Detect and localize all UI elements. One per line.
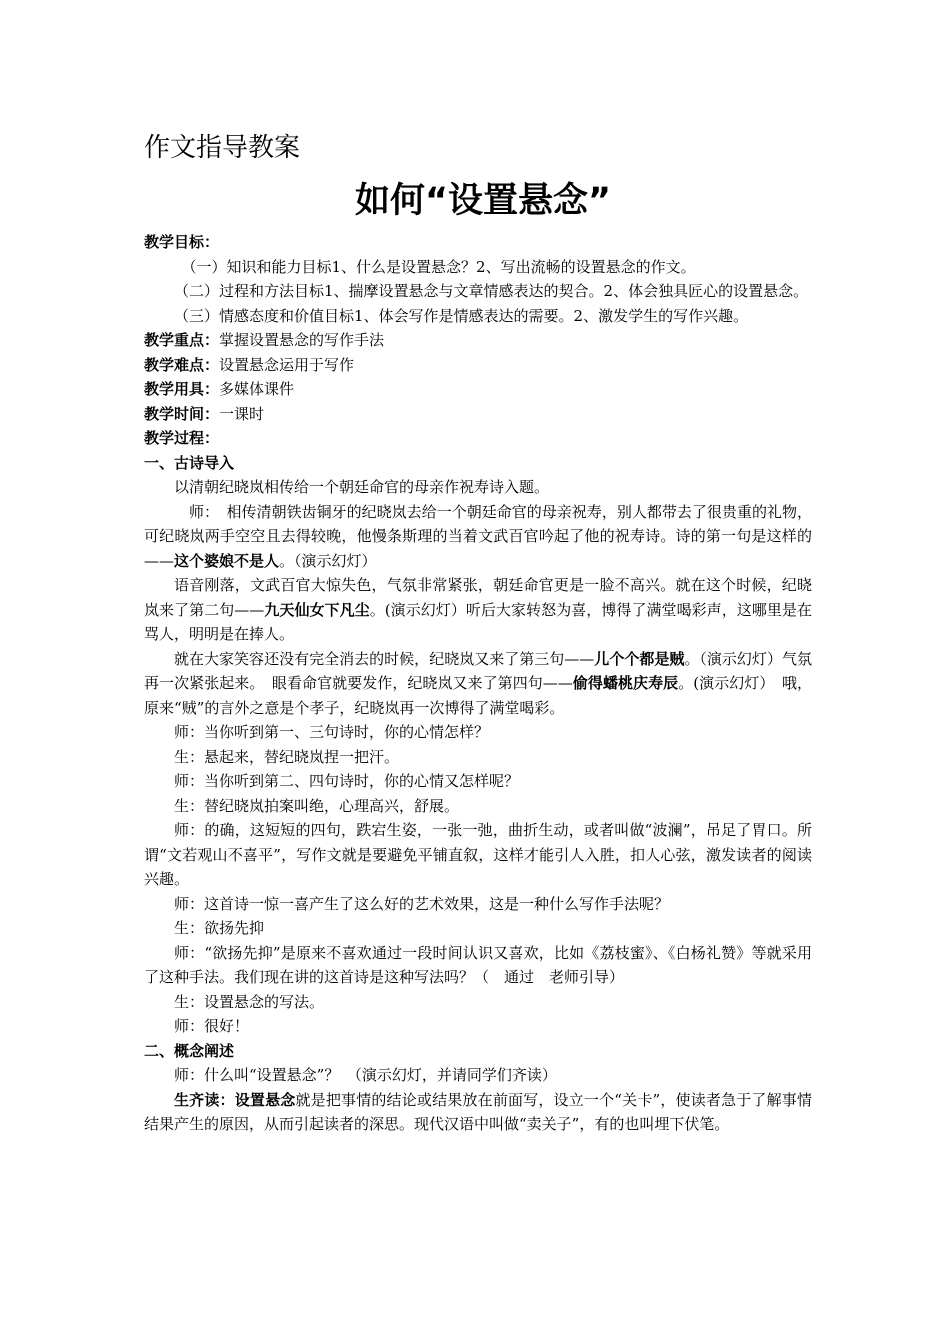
dialogue-line: 师：“欲扬先抑”是原来不喜欢通过一段时间认识又喜欢，比如《荔枝蜜》、《白杨礼赞》等就采用了这种手法。我们现在讲的这首诗是这种写法吗？（ 通过 老师引导） [144,943,812,986]
time-row [144,402,812,427]
dialogue-line: 生：悬起来，替纪晓岚捏一把汗。 [174,747,400,766]
story-2-a: 语音刚落，文武百官大惊失色，气氛非常紧张，朝廷命官更是一脸不高兴。就在这个时候，纪晓岚来了第二句—— [144,576,812,619]
time-value: 一课时 [219,404,265,423]
process-label: 教学过程： [144,429,220,447]
tools-row [144,377,812,402]
section1-story-2 [144,573,812,647]
story-3-a: 就在大家笑容还没有完全消去的时候，纪晓岚又来了第三句—— [174,649,595,668]
story-3-b: 。（演示幻灯）气氛再一次紧张起来。 眼看命官就要发作，纪晓岚又来了第四句—— [144,649,812,692]
section1-heading: 一、古诗导入 [144,453,235,472]
poem-line-3: 儿个个都是贼 [594,649,685,668]
story-1-end: 。（演示幻灯） [279,551,377,570]
time-label: 教学时间： [144,404,220,423]
difficulty-value: 设置悬念运用于写作 [219,355,355,374]
dialogue-line: 师：当你听到第一、三句诗时，你的心情怎样？ [174,723,490,741]
tools-label: 教学用具： [144,380,220,398]
poem-line-2: 九天仙女下凡尘 [264,600,370,619]
section1-intro: 以清朝纪晓岚相传给一个朝廷命官的母亲作祝寿诗入题。 [174,478,550,496]
goal-2: （二）过程和方法目标1、揣摩设置悬念与文章情感表达的契合。2、体会独具匠心的设置悬念。 [174,282,809,300]
poem-line-1: 这个婆娘不是人 [174,551,280,570]
dialogue-line: 师：这首诗一惊一喜产生了这么好的艺术效果，这是一种什么写作手法呢？ [174,894,670,913]
dialogue-line: 生：替纪晓岚拍案叫绝，心理高兴，舒展。 [174,796,460,815]
poem-line-4: 偷得蟠桃庆寿辰 [572,674,679,692]
goal-1: （一）知识和能力目标1、什么是设置悬念？2、写出流畅的设置悬念的作文。 [181,257,696,276]
focus-row [144,328,812,353]
dialogue-line: 生：设置悬念的写法。 [174,992,325,1011]
dialogue-line: 师：很好！ [174,1017,250,1035]
focus-label: 教学重点： [144,331,220,349]
goals-label: 教学目标： [144,233,220,251]
story-1-text: 师： 相传清朝铁齿铜牙的纪晓岚去给一个朝廷命官的母亲祝寿，别人都带去了很贵重的礼物，可纪晓岚两手空空且去得较晚，他慢条斯理的当着文武百官吟起了他的祝寿诗。诗的第一句是这样的—— [144,502,812,570]
section2-definition [144,1088,812,1137]
goal-3: （三）情感态度和价值目标1、体会写作是情感表达的需要。2、激发学生的写作兴趣。 [174,306,749,325]
definition-text: 就是把事情的结论或结果放在前面写，设立一个“关卡”，使读者急于了解事情结果产生的原因，从而引起读者的深思。现代汉语中叫做“卖关子”，有的也叫埋下伏笔。 [144,1090,812,1133]
definition-label: 生齐读： [174,1090,235,1109]
difficulty-label: 教学难点： [144,355,220,374]
section2-heading: 二、概念阐述 [144,1041,235,1060]
section1-story-1 [144,500,812,574]
dialogue-line: 师：的确，这短短的四句，跌宕生姿，一张一弛，曲折生动，或者叫做“波澜”，吊足了胃口。所谓“文若观山不喜平”，写作文就是要避免平铺直叙，这样才能引人入胜，扣人心弦，激发读者的阅读兴趣。 [144,821,812,888]
tools-value: 多媒体课件 [219,380,295,398]
story-3-c: 。(演示幻灯） 哦，原来“贼”的言外之意是个孝子，纪晓岚再一次博得了满堂喝彩。 [144,674,812,717]
dialogue-line: 生：欲扬先抑 [174,919,265,937]
story-2-b: 。(演示幻灯）听后大家转怒为喜，博得了满堂喝彩声，这哪里是在骂人，明明是在捧人。 [144,600,812,643]
document-page [144,128,812,1137]
section1-story-3 [144,647,812,721]
dialogue-line: 师：当你听到第二、四句诗时，你的心情又怎样呢？ [174,772,520,790]
difficulty-row [144,353,812,378]
definition-term: 设置悬念 [234,1090,296,1109]
section2-question: 师：什么叫“设置悬念”？ （演示幻灯，并请同学们齐读） [174,1066,557,1084]
main-title: 如何“设置悬念” [354,181,611,221]
focus-value: 掌握设置悬念的写作手法 [219,331,385,349]
doc-title: 作文指导教案 [144,133,301,163]
